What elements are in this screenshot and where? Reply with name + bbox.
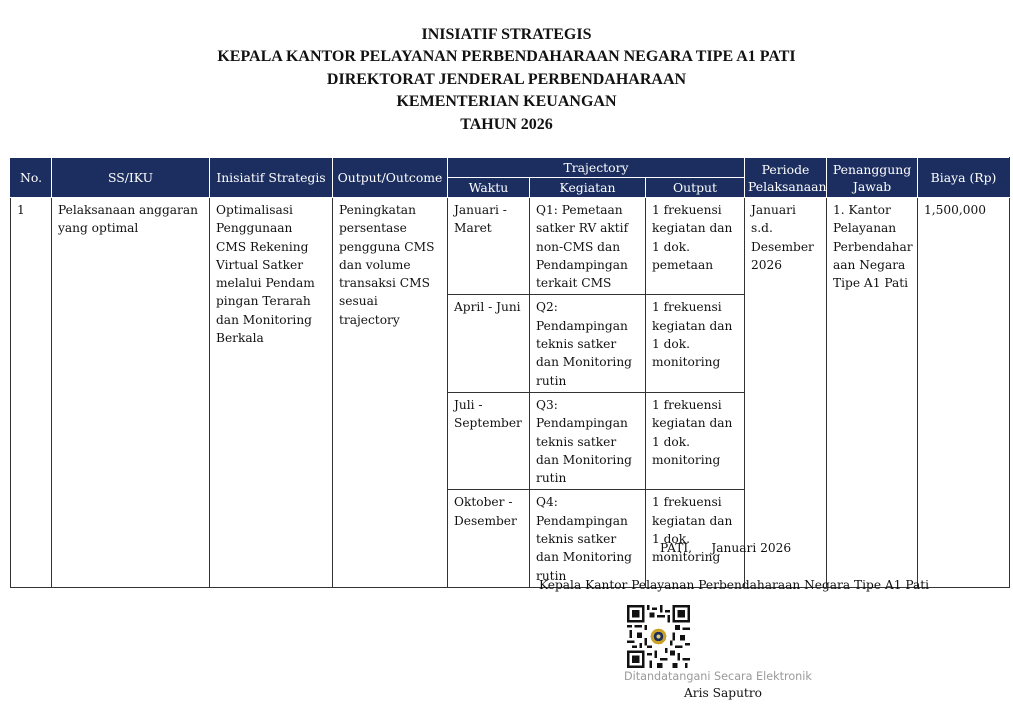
header-trajectory: Trajectory <box>448 158 745 178</box>
header-no: No. <box>11 158 52 198</box>
document-title <box>0 24 1013 136</box>
cell-waktu-q2: April - Juni <box>448 295 530 392</box>
cell-output-outcome: Peningkatan persentase pengguna CMS dan volume transaksi CMS sesuai trajectory <box>333 198 448 588</box>
cell-kegiatan-q2: Q2: Pendampingan teknis satker dan Monitoring rutin <box>530 295 646 392</box>
cell-waktu-q3: Juli - September <box>448 392 530 489</box>
cell-inisiatif: Optimalisasi Penggunaan CMS Rekening Virtual Satker melalui Pendam pingan Terarah dan Monitoring Berkala <box>210 198 333 588</box>
signer-title: Kepala Kantor Pelayanan Perbendaharaan Negara Tipe A1 Pati <box>539 578 930 592</box>
cell-kegiatan-q1: Q1: Pemetaan satker RV aktif non-CMS dan Pendampingan terkait CMS <box>530 198 646 295</box>
title-line-5: TAHUN 2026 <box>460 115 553 133</box>
table-row <box>11 198 1010 295</box>
cell-ss-iku: Pelaksanaan anggaran yang optimal <box>52 198 210 588</box>
header-ss-iku: SS/IKU <box>52 158 210 198</box>
esign-note: Ditandatangani Secara Elektronik <box>624 670 812 683</box>
cell-biaya: 1,500,000 <box>918 198 1010 588</box>
cell-output-q1: 1 frekuensi kegiatan dan 1 dok. pemetaan <box>646 198 745 295</box>
header-kegiatan: Kegiatan <box>530 178 646 198</box>
header-output-outcome: Output/Outcome <box>333 158 448 198</box>
title-line-2: KEPALA KANTOR PELAYANAN PERBENDAHARAAN NEGARA TIPE A1 PATI <box>217 48 796 66</box>
header-waktu: Waktu <box>448 178 530 198</box>
cell-kegiatan-q4: Q4: Pendampingan teknis satker dan Monitoring rutin <box>530 490 646 587</box>
header-output: Output <box>646 178 745 198</box>
signer-name: Aris Saputro <box>684 686 762 700</box>
title-line-3: DIREKTORAT JENDERAL PERBENDAHARAAN <box>326 70 687 88</box>
cell-periode: Januari s.d. Desember 2026 <box>745 198 827 588</box>
header-periode: Periode Pelaksanaan <box>745 158 827 198</box>
header-inisiatif: Inisiatif Strategis <box>210 158 333 198</box>
place-date: PATI, Januari 2026 <box>660 541 792 555</box>
header-biaya: Biaya (Rp) <box>918 158 1010 198</box>
strategic-initiative-table <box>10 157 1010 588</box>
qr-code-icon <box>627 605 690 668</box>
cell-output-q4: 1 frekuensi kegiatan dan 1 dok. monitoring <box>646 490 745 587</box>
cell-output-q2: 1 frekuensi kegiatan dan 1 dok. monitoring <box>646 295 745 392</box>
cell-no: 1 <box>11 198 52 588</box>
cell-waktu-q1: Januari - Maret <box>448 198 530 295</box>
title-line-1: INISIATIF STRATEGIS <box>421 26 592 43</box>
cell-output-q3: 1 frekuensi kegiatan dan 1 dok. monitoring <box>646 392 745 489</box>
title-line-4: KEMENTERIAN KEUANGAN <box>396 93 617 111</box>
header-penanggung-jawab: Penanggung Jawab <box>827 158 918 198</box>
cell-penanggung-jawab: 1. Kantor Pelayanan Perbendahar aan Negara Tipe A1 Pati <box>827 198 918 588</box>
cell-waktu-q4: Oktober - Desember <box>448 490 530 587</box>
cell-kegiatan-q3: Q3: Pendampingan teknis satker dan Monitoring rutin <box>530 392 646 489</box>
